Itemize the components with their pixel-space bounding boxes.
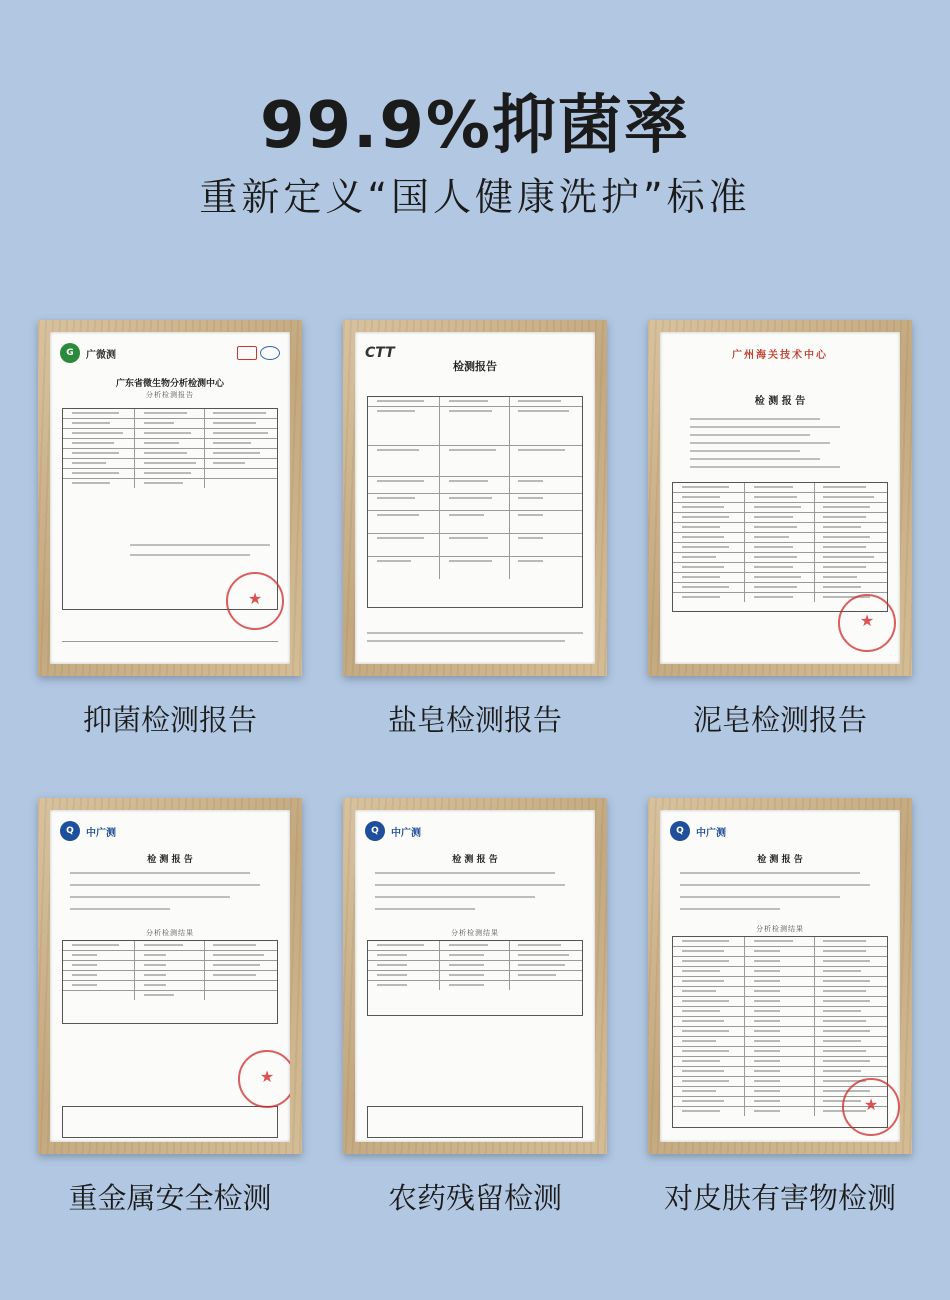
- certificate-doc-title: 广东省微生物分析检测中心: [115, 379, 224, 389]
- certificate-logo-text: 中广测: [391, 827, 421, 839]
- page-title: 99.9%抑菌率: [259, 89, 691, 163]
- page-subtitle: 重新定义“国人健康洗护”标准: [199, 175, 751, 219]
- certificate-table: [62, 940, 278, 1024]
- certificate-caption: 抑菌检测报告: [82, 703, 257, 737]
- certificate-doc-title: 检 测 报 告: [147, 855, 193, 865]
- cma-badge-icon: [237, 346, 257, 360]
- certificate-doc-title: 检 测 报 告: [754, 396, 806, 407]
- certificate-doc-title: 检 测 报 告: [452, 855, 498, 865]
- certificate-logo-text: 中广测: [696, 827, 726, 839]
- certificate-doc-subtitle: 分析检测结果: [756, 925, 804, 933]
- certificate-doc-title: 检测报告: [453, 360, 497, 373]
- certificate-logo-text: 中广测: [86, 827, 116, 839]
- certificate-document: [50, 810, 290, 1142]
- remarks-box: [62, 1106, 278, 1138]
- certificate-document: [355, 810, 595, 1142]
- certificate-frame-antibacterial: [38, 320, 302, 676]
- certificate-document: [355, 332, 595, 664]
- certificate-table: [367, 396, 583, 608]
- certificate-logo-text: 广州海关技术中心: [732, 349, 828, 361]
- certificate-caption: 农药残留检测: [387, 1181, 562, 1215]
- certificate-doc-subtitle: 分析检测报告: [146, 391, 194, 399]
- certificate-table: [367, 940, 583, 1016]
- certificate-document: [660, 810, 900, 1142]
- certificate-table: [672, 482, 888, 612]
- certificate-document: [50, 332, 290, 664]
- gwc-logo-icon: G: [60, 343, 80, 363]
- certificate-doc-subtitle: 分析检测结果: [451, 929, 499, 937]
- certificate-doc-title: 检 测 报 告: [757, 855, 803, 865]
- red-seal-stamp-icon: [842, 1078, 900, 1136]
- certificate-doc-subtitle: 分析检测结果: [146, 929, 194, 937]
- certificate-caption: 盐皂检测报告: [387, 703, 562, 737]
- certificate-frame-salt-soap: [343, 320, 607, 676]
- certificate-document: [660, 332, 900, 664]
- cnas-badge-icon: [260, 346, 280, 360]
- certificate-caption: 对皮肤有害物检测: [663, 1181, 896, 1215]
- certificate-caption: 重金属安全检测: [68, 1181, 272, 1215]
- signature-row: [62, 641, 278, 654]
- zgc-logo-icon: Q: [365, 821, 385, 841]
- red-seal-stamp-icon: [838, 594, 896, 652]
- remarks-box: [367, 1106, 583, 1138]
- certificate-frame-skin-harmful: [648, 798, 912, 1154]
- red-seal-stamp-icon: [238, 1050, 290, 1108]
- red-seal-stamp-icon: [226, 572, 284, 630]
- certificate-frame-pesticide: [343, 798, 607, 1154]
- certificate-frame-mud-soap: [648, 320, 912, 676]
- certificate-logo-text: 广微测: [86, 349, 116, 361]
- certificate-logo-text: CTT: [365, 345, 395, 361]
- zgc-logo-icon: Q: [670, 821, 690, 841]
- certificate-frame-heavy-metal: [38, 798, 302, 1154]
- certificate-caption: 泥皂检测报告: [692, 703, 867, 737]
- zgc-logo-icon: Q: [60, 821, 80, 841]
